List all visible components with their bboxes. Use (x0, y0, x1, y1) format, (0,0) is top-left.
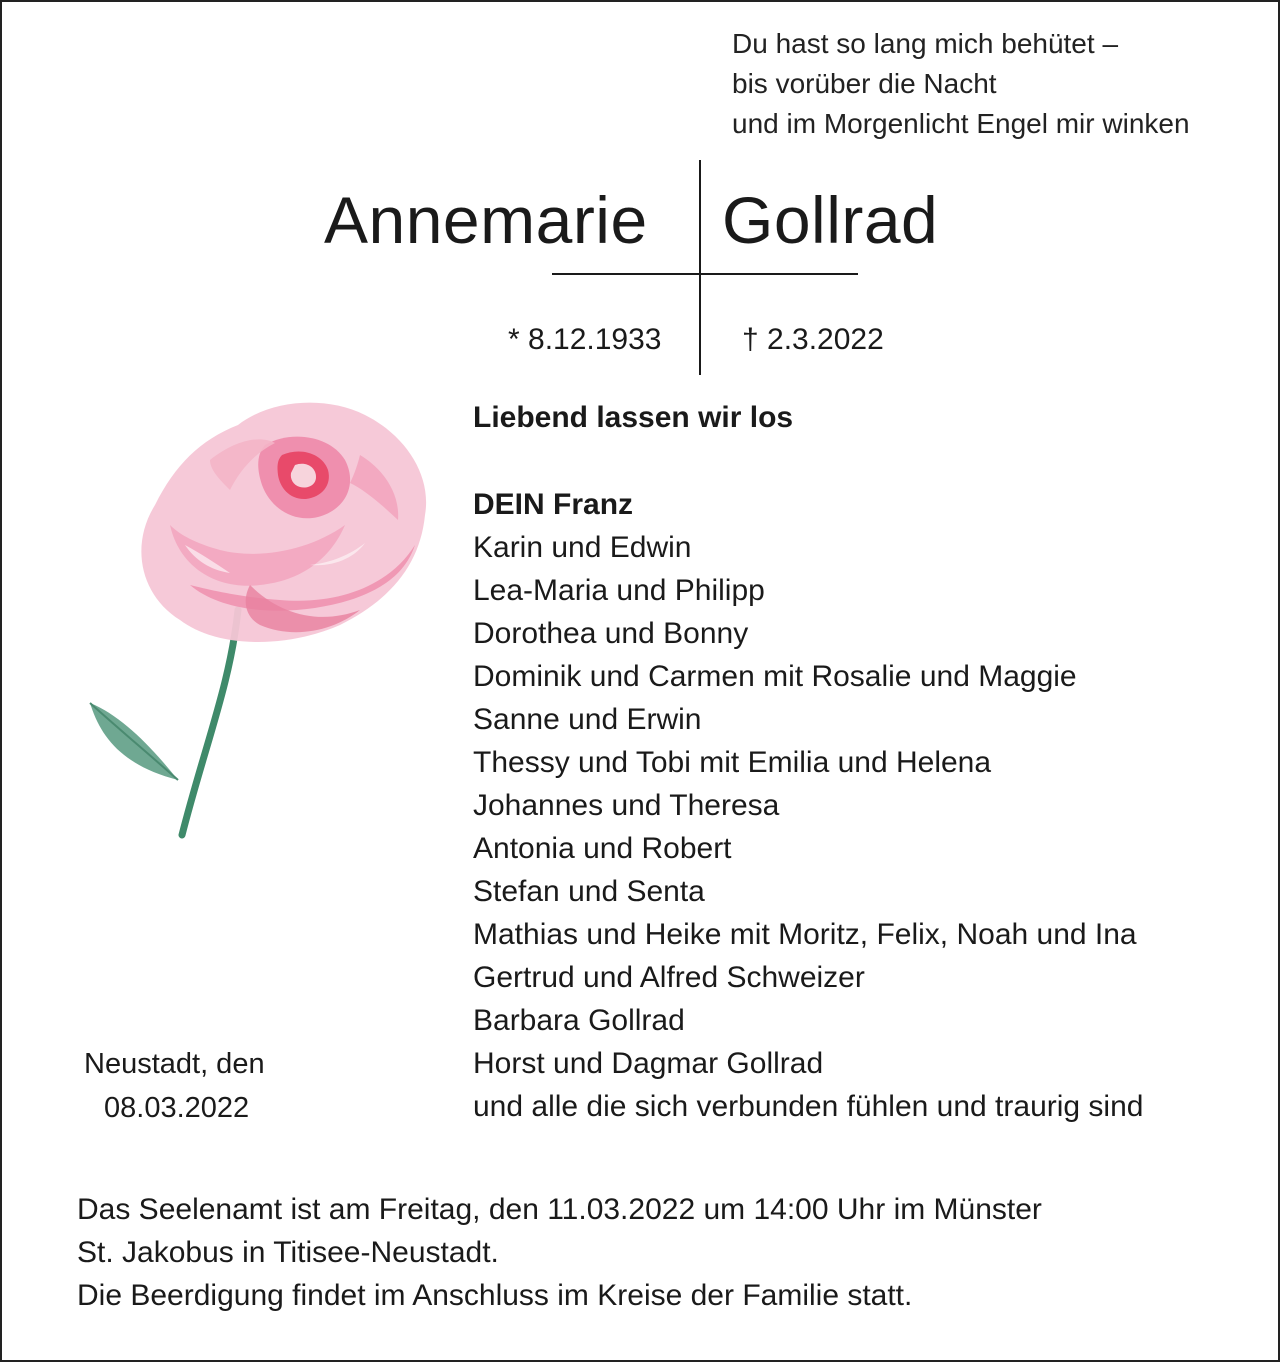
service-line: Die Beerdigung findet im Anschluss im Kreise der Familie statt. (77, 1279, 913, 1312)
mourner-line: DEIN Franz (473, 488, 634, 521)
motto-line: bis vorüber die Nacht (732, 68, 997, 99)
rose-image (60, 385, 460, 855)
deceased-last-name: Gollrad (722, 183, 939, 257)
mourner-line: Gertrud und Alfred Schweizer (473, 961, 865, 994)
mourner-line: und alle die sich verbunden fühlen und traurig sind (473, 1090, 1144, 1123)
cross-horizontal-line (552, 273, 858, 275)
motto-line: und im Morgenlicht Engel mir winken (732, 108, 1190, 139)
death-date: † 2.3.2022 (742, 323, 884, 356)
spacer (473, 439, 1253, 483)
mourner-line: Sanne und Erwin (473, 703, 702, 736)
service-line: St. Jakobus in Titisee-Neustadt. (77, 1236, 499, 1269)
mourner-line: Antonia und Robert (473, 832, 732, 865)
family-headline: Liebend lassen wir los (473, 401, 794, 434)
mourner-line: Karin und Edwin (473, 531, 692, 564)
birth-date: * 8.12.1933 (508, 323, 662, 356)
mourner-line: Barbara Gollrad (473, 1004, 685, 1037)
service-line: Das Seelenamt ist am Freitag, den 11.03.2022 um 14:00 Uhr im Münster (77, 1193, 1042, 1226)
publication-date: 08.03.2022 (104, 1092, 250, 1124)
rose-stem (182, 610, 238, 835)
deceased-first-name: Annemarie (324, 183, 648, 257)
mourner-line: Stefan und Senta (473, 875, 705, 908)
family-list (473, 396, 1253, 1128)
service-notice (77, 1188, 1227, 1317)
place-label: Neustadt, den (84, 1048, 265, 1080)
motto-verse (732, 24, 1190, 144)
motto-line: Du hast so lang mich behütet – (732, 28, 1119, 59)
mourner-line: Thessy und Tobi mit Emilia und Helena (473, 746, 992, 779)
cross-vertical-line (699, 160, 701, 375)
mourner-line: Horst und Dagmar Gollrad (473, 1047, 824, 1080)
mourner-line: Lea-Maria und Philipp (473, 574, 765, 607)
mourner-line: Dominik und Carmen mit Rosalie und Maggie (473, 660, 1077, 693)
mourner-line: Johannes und Theresa (473, 789, 780, 822)
mourner-line: Dorothea und Bonny (473, 617, 749, 650)
mourner-line: Mathias und Heike mit Moritz, Felix, Noah und Ina (473, 918, 1137, 951)
